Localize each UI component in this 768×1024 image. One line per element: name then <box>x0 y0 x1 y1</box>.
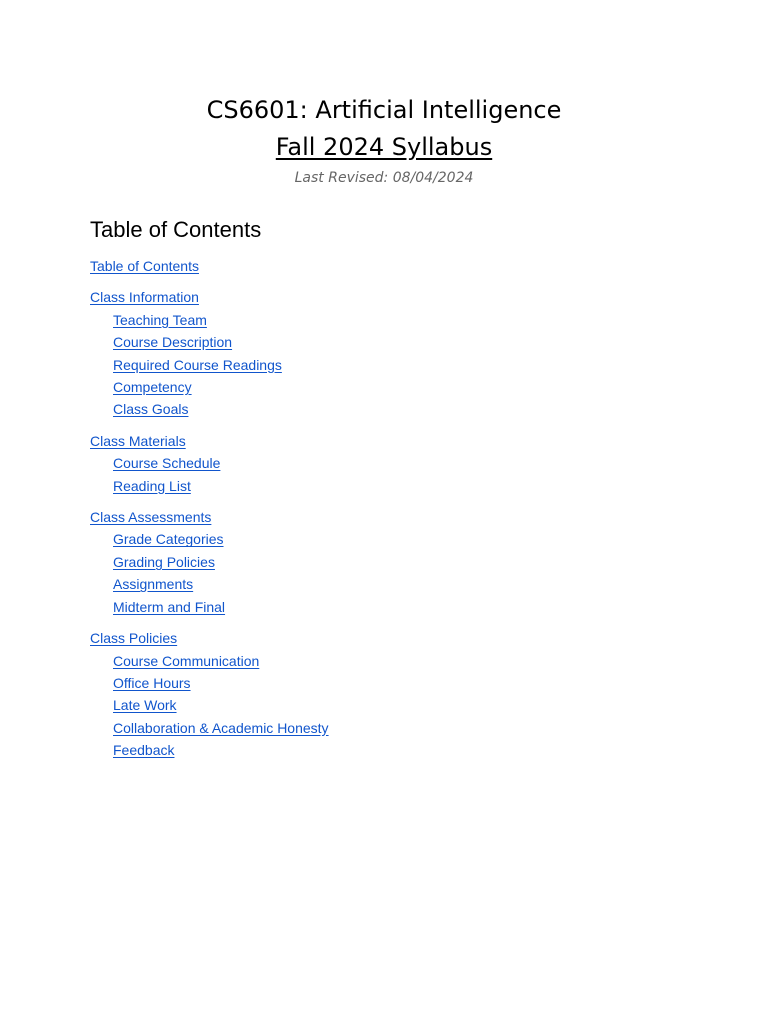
toc-link-teaching-team[interactable]: Teaching Team <box>113 311 207 328</box>
toc-link-course-description[interactable]: Course Description <box>113 334 233 351</box>
toc-link-feedback[interactable]: Feedback <box>113 742 175 759</box>
toc-link-grading-policies[interactable]: Grading Policies <box>113 553 215 570</box>
document-header <box>0 92 768 190</box>
toc-link-assignments[interactable]: Assignments <box>113 576 194 593</box>
toc-link-table-of-contents[interactable]: Table of Contents <box>90 258 199 274</box>
toc-group-class-information <box>90 286 708 420</box>
document-subtitle: Fall 2024 Syllabus <box>275 133 493 161</box>
toc-link-grade-categories[interactable]: Grade Categories <box>113 531 224 548</box>
toc-link-reading-list[interactable]: Reading List <box>113 477 191 494</box>
toc-link-office-hours[interactable]: Office Hours <box>113 674 191 691</box>
toc-link-class-goals[interactable]: Class Goals <box>113 401 189 418</box>
toc-group-class-policies <box>90 627 708 761</box>
toc-link-late-work[interactable]: Late Work <box>113 697 177 714</box>
toc-link-course-schedule[interactable]: Course Schedule <box>113 455 221 472</box>
toc-link-required-course-readings[interactable]: Required Course Readings <box>113 356 282 373</box>
toc-link-collaboration-academic-honesty[interactable]: Collaboration & Academic Honesty <box>113 719 329 736</box>
toc-link-class-assessments[interactable]: Class Assessments <box>90 509 212 526</box>
toc-heading: Table of Contents <box>90 217 262 242</box>
toc-group-table-of-contents <box>90 255 708 277</box>
toc-link-class-materials[interactable]: Class Materials <box>90 432 186 449</box>
toc-group-class-assessments <box>90 506 708 618</box>
last-revised-date: Last Revised: 08/04/2024 <box>294 170 474 186</box>
toc-link-class-information[interactable]: Class Information <box>90 289 199 306</box>
toc-link-competency[interactable]: Competency <box>113 379 192 396</box>
table-of-contents <box>90 214 708 771</box>
toc-link-midterm-and-final[interactable]: Midterm and Final <box>113 598 226 615</box>
toc-link-class-policies[interactable]: Class Policies <box>90 630 178 647</box>
document-title: CS6601: Artificial Intelligence <box>206 96 562 124</box>
toc-group-class-materials <box>90 430 708 497</box>
toc-link-course-communication[interactable]: Course Communication <box>113 652 260 669</box>
